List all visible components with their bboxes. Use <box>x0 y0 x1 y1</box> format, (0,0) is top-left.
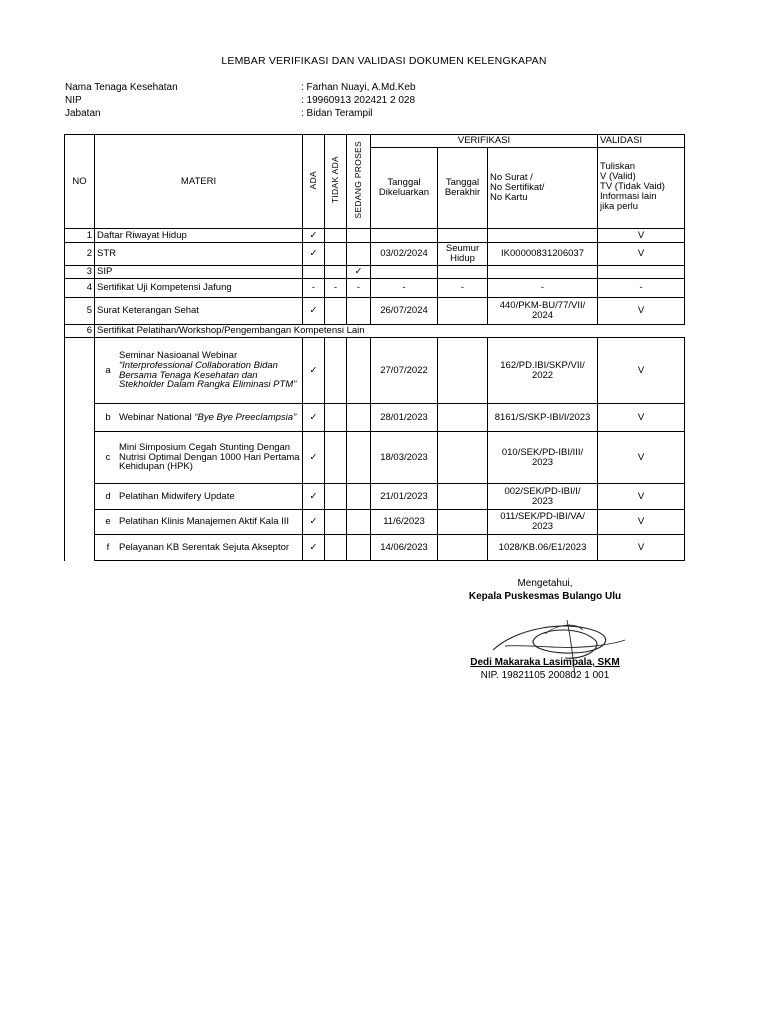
subrow-text-plain: Pelatihan Klinis Manajemen Aktif Kala III <box>119 516 290 528</box>
subrow-letter: d <box>105 490 111 502</box>
header-no-surat: No Surat / No Sertifikat/ No Kartu <box>488 148 598 229</box>
info-label: Jabatan <box>65 108 101 119</box>
row-validasi: V <box>598 229 685 243</box>
row-tidak-ada <box>325 243 347 266</box>
subrow-text <box>119 517 300 527</box>
subrow-ada: ✓ <box>303 338 325 404</box>
subrow-materi-wrap <box>97 443 300 473</box>
row-materi: STR <box>95 243 303 266</box>
subrow-letter: a <box>105 364 111 376</box>
subrow-ada: ✓ <box>303 404 325 432</box>
subrow-number-empty <box>65 338 95 404</box>
subrow-text-plain: Webinar National <box>119 411 195 423</box>
subrow-sedang-proses <box>347 338 371 404</box>
subrow-tidak-ada <box>325 484 347 510</box>
row-sedang-proses <box>347 298 371 325</box>
subrow-materi <box>95 535 303 561</box>
row-sedang-proses <box>347 229 371 243</box>
header-tanggal-dikeluarkan: Tanggal Dikeluarkan <box>371 148 438 229</box>
subrow-tidak-ada <box>325 432 347 484</box>
subrow-validasi: V <box>598 338 685 404</box>
table-subrow <box>65 484 685 510</box>
subrow-materi <box>95 432 303 484</box>
table-subrow <box>65 535 685 561</box>
subrow-sedang-proses <box>347 432 371 484</box>
subrow-tanggal-berakhir <box>438 404 488 432</box>
subrow-sedang-proses <box>347 535 371 561</box>
row-tanggal-dikeluarkan <box>371 266 438 279</box>
subrow-validasi: V <box>598 535 685 561</box>
subrow-materi-wrap <box>97 351 300 391</box>
row-tanggal-berakhir <box>438 298 488 325</box>
subrow-text-italic: “Bye Bye Preeclampsia” <box>194 411 297 423</box>
subrow-validasi: V <box>598 510 685 535</box>
header-sedang-proses-label: SEDANG PROSES <box>353 141 364 219</box>
subrow-materi-wrap <box>97 492 300 502</box>
row-tanggal-berakhir: Seumur Hidup <box>438 243 488 266</box>
row-number: 3 <box>65 266 95 279</box>
subrow-tidak-ada <box>325 338 347 404</box>
row-tidak-ada <box>325 229 347 243</box>
subrow-nomor: 1028/KB.06/E1/2023 <box>488 535 598 561</box>
document-title: LEMBAR VERIFIKASI DAN VALIDASI DOKUMEN KELENGKAPAN <box>221 55 547 67</box>
table-row <box>65 229 685 243</box>
subrow-tanggal-dikeluarkan: 14/06/2023 <box>371 535 438 561</box>
table-subrow <box>65 432 685 484</box>
subrow-materi-wrap <box>97 413 300 423</box>
header-validasi: VALIDASI <box>598 135 685 148</box>
subrow-nomor: 002/SEK/PD-IBI/I/ 2023 <box>488 484 598 510</box>
subrow-nomor: 011/SEK/PD-IBI/VA/ 2023 <box>488 510 598 535</box>
row-ada: - <box>303 279 325 298</box>
header-tidak-ada <box>325 135 347 229</box>
subrow-sedang-proses <box>347 404 371 432</box>
subrow-text-plain: Mini Simposium Cegah Stunting Dengan Nutrisi Optimal Dengan 1000 Hari Pertama Kehidupan (HPK) <box>119 441 300 473</box>
row-validasi: V <box>598 298 685 325</box>
row-materi: SIP <box>95 266 303 279</box>
subrow-letter: b <box>105 411 111 423</box>
sign-jabatan: Kepala Puskesmas Bulango Ulu <box>468 591 622 602</box>
row-tanggal-dikeluarkan: 26/07/2024 <box>371 298 438 325</box>
subrow-validasi: V <box>598 484 685 510</box>
subrow-tanggal-berakhir <box>438 432 488 484</box>
row-sedang-proses: ✓ <box>347 266 371 279</box>
info-label: Nama Tenaga Kesehatan <box>65 82 178 93</box>
subrow-materi-wrap <box>97 517 300 527</box>
row-tidak-ada: - <box>325 279 347 298</box>
subrow-nomor: 162/PD.IBI/SKP/VII/ 2022 <box>488 338 598 404</box>
subrow-letter: c <box>105 451 111 463</box>
table-row <box>65 243 685 266</box>
header-sedang-proses <box>347 135 371 229</box>
row-tanggal-dikeluarkan: 03/02/2024 <box>371 243 438 266</box>
subrow-tanggal-dikeluarkan: 27/07/2022 <box>371 338 438 404</box>
subrow-nomor: 010/SEK/PD-IBI/III/ 2023 <box>488 432 598 484</box>
subrow-materi <box>95 338 303 404</box>
row-number: 4 <box>65 279 95 298</box>
subrow-text <box>119 443 300 473</box>
info-value: : Bidan Terampil <box>301 108 373 119</box>
row-ada: ✓ <box>303 298 325 325</box>
row-tanggal-berakhir: - <box>438 279 488 298</box>
table-subrow <box>65 338 685 404</box>
subrow-number-empty <box>65 404 95 432</box>
row-materi: Surat Keterangan Sehat <box>95 298 303 325</box>
subrow-text-plain: Pelatihan Midwifery Update <box>119 490 235 502</box>
subrow-tidak-ada <box>325 404 347 432</box>
subrow-ada: ✓ <box>303 510 325 535</box>
row-tidak-ada <box>325 298 347 325</box>
row-number: 6 <box>65 325 95 338</box>
subrow-tidak-ada <box>325 535 347 561</box>
row-ada <box>303 266 325 279</box>
table-subrow <box>65 404 685 432</box>
subrow-materi-wrap <box>97 543 300 553</box>
subrow-tanggal-berakhir <box>438 338 488 404</box>
row-ada: ✓ <box>303 243 325 266</box>
row-validasi: - <box>598 279 685 298</box>
subrow-ada: ✓ <box>303 535 325 561</box>
row-validasi: V <box>598 243 685 266</box>
subrow-tanggal-berakhir <box>438 484 488 510</box>
sign-nip: NIP. 19821105 200802 1 001 <box>480 670 610 681</box>
subrow-text <box>119 492 300 502</box>
subrow-number-empty <box>65 432 95 484</box>
row-tidak-ada <box>325 266 347 279</box>
row-tanggal-dikeluarkan: - <box>371 279 438 298</box>
row-sedang-proses <box>347 243 371 266</box>
row-ada: ✓ <box>303 229 325 243</box>
subrow-ada: ✓ <box>303 484 325 510</box>
row-nomor <box>488 229 598 243</box>
subrow-tanggal-berakhir <box>438 510 488 535</box>
subrow-validasi: V <box>598 432 685 484</box>
table-subrow <box>65 510 685 535</box>
info-value: : Farhan Nuayi, A.Md.Keb <box>301 82 416 93</box>
row-validasi <box>598 266 685 279</box>
subrow-sedang-proses <box>347 510 371 535</box>
row-sedang-proses: - <box>347 279 371 298</box>
header-verifikasi: VERIFIKASI <box>371 135 598 148</box>
sign-nama: Dedi Makaraka Lasimpala, SKM <box>470 657 620 668</box>
row-nomor: - <box>488 279 598 298</box>
subrow-text-plain: Seminar Nasioanal Webinar <box>119 349 238 361</box>
row-tanggal-dikeluarkan <box>371 229 438 243</box>
info-label: NIP <box>65 95 82 106</box>
row-number: 1 <box>65 229 95 243</box>
subrow-text-italic: “Interprofessional Collaboration Bidan Bersama Tenaga Kesehatan dan Stekholder Dalam Rangka Eliminasi PTM” <box>119 359 297 391</box>
row-nomor <box>488 266 598 279</box>
header-no: NO <box>65 135 95 229</box>
subrow-number-empty <box>65 535 95 561</box>
subrow-text <box>119 543 300 553</box>
subrow-tanggal-berakhir <box>438 535 488 561</box>
row-number: 5 <box>65 298 95 325</box>
header-materi: MATERI <box>95 135 303 229</box>
subrow-validasi: V <box>598 404 685 432</box>
table-row <box>65 279 685 298</box>
table-row <box>65 266 685 279</box>
row-materi: Daftar Riwayat Hidup <box>95 229 303 243</box>
row-nomor: IK00000831206037 <box>488 243 598 266</box>
subrow-tidak-ada <box>325 510 347 535</box>
subrow-tanggal-dikeluarkan: 28/01/2023 <box>371 404 438 432</box>
subrow-number-empty <box>65 484 95 510</box>
table-row <box>65 298 685 325</box>
subrow-materi <box>95 510 303 535</box>
header-ada-label: ADA <box>308 170 319 190</box>
subrow-text <box>119 413 300 423</box>
subrow-materi <box>95 404 303 432</box>
subrow-letter: f <box>106 541 110 553</box>
row-tanggal-berakhir <box>438 229 488 243</box>
subrow-sedang-proses <box>347 484 371 510</box>
subrow-letter: e <box>105 516 111 528</box>
subrow-text <box>119 351 300 391</box>
subrow-materi <box>95 484 303 510</box>
info-value: : 19960913 202421 2 028 <box>301 95 415 106</box>
header-tanggal-berakhir: Tanggal Berakhir <box>438 148 488 229</box>
header-ada <box>303 135 325 229</box>
row-tanggal-berakhir <box>438 266 488 279</box>
header-validasi-note: Tuliskan V (Valid) TV (Tidak Vaid) Informasi lain jika perlu <box>598 148 685 229</box>
row-materi: Sertifikat Pelatihan/Workshop/Pengembangan Kompetensi Lain <box>95 325 685 338</box>
row-materi: Sertifikat Uji Kompetensi Jafung <box>95 279 303 298</box>
header-tidak-ada-label: TIDAK ADA <box>330 156 341 204</box>
subrow-tanggal-dikeluarkan: 21/01/2023 <box>371 484 438 510</box>
row-number: 2 <box>65 243 95 266</box>
subrow-ada: ✓ <box>303 432 325 484</box>
subrow-tanggal-dikeluarkan: 11/6/2023 <box>371 510 438 535</box>
subrow-nomor: 8161/S/SKP-IBI/I/2023 <box>488 404 598 432</box>
table-row <box>65 325 685 338</box>
row-nomor: 440/PKM-BU/77/VII/ 2024 <box>488 298 598 325</box>
signature-scribble <box>485 600 635 680</box>
subrow-number-empty <box>65 510 95 535</box>
verification-table <box>64 134 685 561</box>
subrow-tanggal-dikeluarkan: 18/03/2023 <box>371 432 438 484</box>
subrow-text-plain: Pelayanan KB Serentak Sejuta Akseptor <box>119 541 290 553</box>
sign-mengetahui: Mengetahui, <box>517 578 573 589</box>
